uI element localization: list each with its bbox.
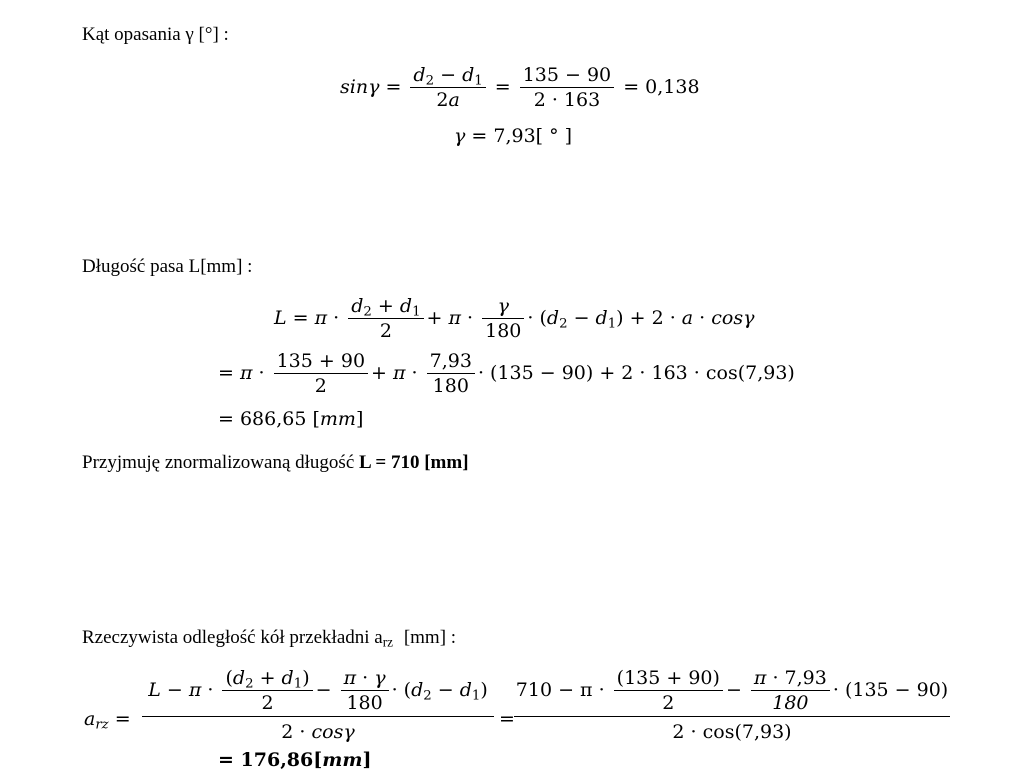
gamma-value: γ = 7,93[ ° ] <box>454 125 573 147</box>
fraction-135-90: $\frac{135 - 90}{2 \cdot 163}$ <box>520 66 614 110</box>
fraction-d2-d1-over-2a: $\frac{d_2 - d_1}{2a}$ <box>410 66 485 110</box>
heading-wrap-length <box>82 256 252 278</box>
arz-label: $a_{rz}$ = <box>84 708 131 733</box>
sin-gamma-result: = 0,138 <box>623 76 700 98</box>
equation-length-result: = 686,65 [mm] <box>218 408 364 430</box>
length-values-tail: · (135 − 90) + 2 · 163 · cos(7,93) <box>477 362 795 384</box>
heading-center-distance: Rzeczywista odległość kół przekładni $a_{rz}$ [mm] : <box>82 627 457 650</box>
arz-fraction-symbolic: L − π · $\frac{(d_2 + d_1)}{2}$ − $\frac{\pi \cdot \gamma}{180}$ · $(d_2 - d_1)$ 2 · cosγ <box>142 669 494 742</box>
arz-result: = 176,86[mm] <box>218 749 372 771</box>
fraction-793-180: $\frac{7,93}{180}$ <box>427 352 475 396</box>
equation-length-formula: L = π · $\frac{d_2 + d_1}{2}$ + π · $\frac{\gamma}{180}$ · $(d_2 - d_1) + 2 \cdot a \cdot \cos\gamma$ <box>274 295 755 342</box>
equation-length-values: = π · $\frac{135 + 90}{2}$ + π · $\frac{7,93}{180}$ · (135 − 90) + 2 · 163 · cos(7,93) <box>218 350 795 397</box>
fraction-gamma-180: $\frac{\gamma}{180}$ <box>482 297 524 341</box>
normalized-value: L = 710 [mm] <box>359 452 469 473</box>
heading-angle: Kąt opasania γ [°] : <box>82 24 229 45</box>
sin-gamma-label: sinγ <box>340 76 380 98</box>
normalized-prefix: Przyjmuję znormalizowaną długość <box>82 452 355 473</box>
equals-sign: = <box>499 708 515 730</box>
fraction-135-plus-90: $\frac{135 + 90}{2}$ <box>274 352 368 396</box>
heading-belt-length: Długość pasa L[mm] : <box>82 256 253 277</box>
equation-sin-gamma: sinγ = $\frac{d_2 - d_1}{2a}$ = $\frac{135 - 90}{2 \cdot 163}$ = 0,138 <box>340 64 700 111</box>
fraction-d2-plus-d1: $\frac{d_2 + d_1}{2}$ <box>348 297 423 341</box>
heading-wrap-angle <box>82 24 229 46</box>
arz-fraction-numeric: 710 − π · $\frac{(135 + 90)}{2}$ − $\frac{\pi \cdot 7,93}{180}$ · (135 − 90) 2 · cos(7,93) <box>515 667 949 743</box>
normalized-length-line <box>82 452 469 474</box>
